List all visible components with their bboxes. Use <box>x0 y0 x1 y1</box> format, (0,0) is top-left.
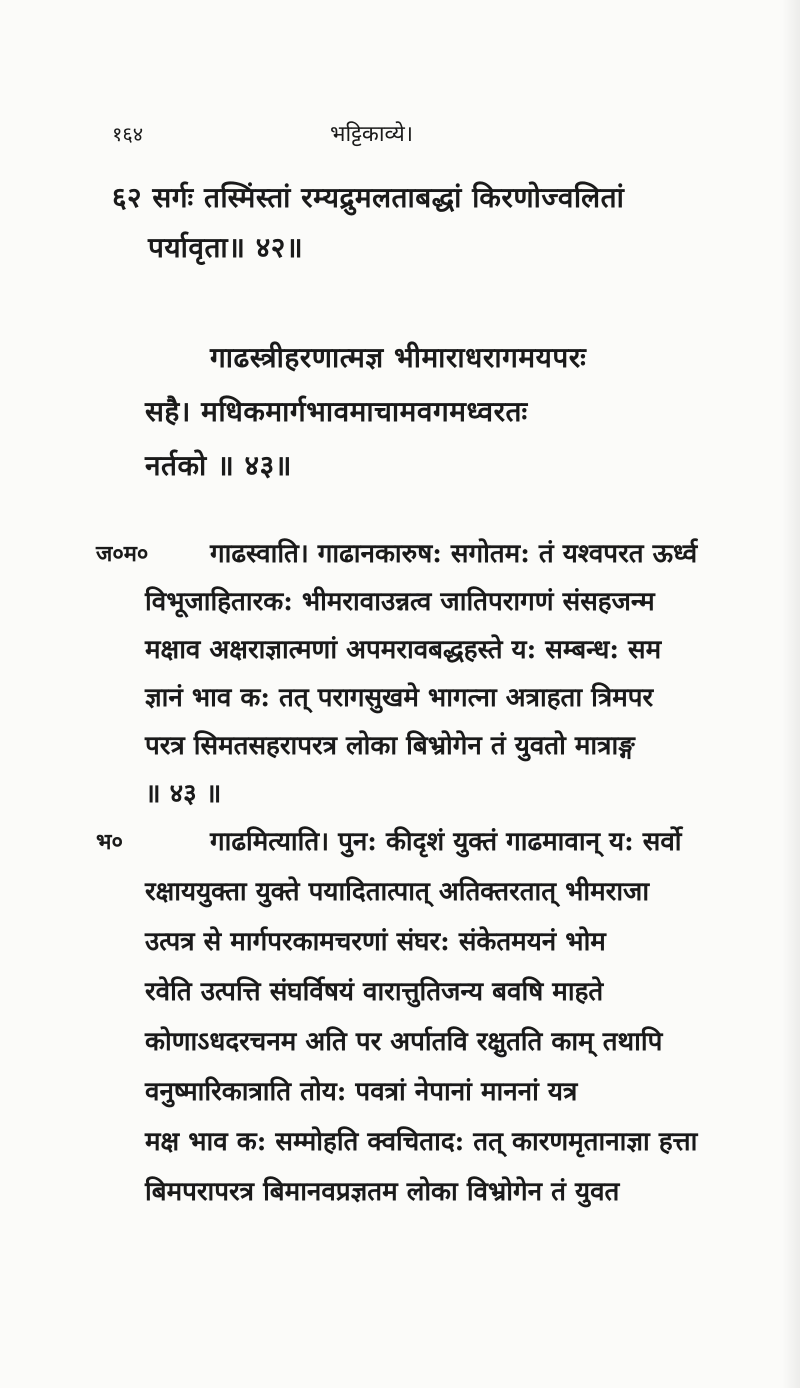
commentary-1-line: गाढस्वाति। गाढानकारुष: सगोतम: तं यश्वपरत ऊर्ध्व <box>210 539 698 569</box>
commentary-2-line: रवेति उत्पत्ति संघर्विषयं वारात्तुतिजन्य बवषि माहते <box>145 977 604 1007</box>
commentary-2-line: बिमपरापरत्र बिमानवप्रज्ञतम लोका विभ्रोगेन तं युवत <box>145 1177 620 1207</box>
commentary-2-line: उत्पत्र से मार्गपरकामचरणां संघर: संकेतमयनं भोम <box>145 927 606 957</box>
commentary-1-line: मक्षाव अक्षराज्ञात्मणां अपमरावबद्धहस्ते य: सम्बन्ध: सम <box>145 635 662 665</box>
verse-intro-line-2: पर्यावृता॥ ४२॥ <box>148 231 304 264</box>
verse-line-2: सहै। मधिकमार्गभावमाचामवगमध्वरतः <box>145 395 528 428</box>
commentary-1-line: ॥ ४३ ॥ <box>145 779 222 809</box>
commentary-2-line: रक्षाययुक्ता युक्ते पयादितात्पात् अतिक्तरतात् भीमराजा <box>145 877 650 907</box>
commentary-2-line: गाढमित्याति। पुन: कीदृशं युक्तं गाढमावान् य: सर्वो <box>210 827 682 857</box>
verse-intro-line-1: ६२ सर्गः तस्मिंस्तां रम्यद्रुमलताबद्धां किरणोज्वलितां <box>112 181 625 214</box>
commentary-1-marker: ज०म० <box>96 541 149 567</box>
commentary-1-line: ज्ञानं भाव क: तत् परागसुखमे भागत्ना अत्राहता त्रिमपर <box>145 683 654 713</box>
verse-line-1: गाढस्त्रीहरणात्मज्ञ भीमाराधरागमयपरः <box>210 341 587 374</box>
commentary-1-line: परत्र सिमतसहरापरत्र लोका बिभ्रोगेन तं युवतो मात्राङ्ग <box>145 731 635 761</box>
commentary-2-line: मक्ष भाव क: सम्मोहति क्वचिताद: तत् कारणमृतानाज्ञा हत्ता <box>145 1127 698 1157</box>
verse-line-3: नर्तको ॥ ४३॥ <box>145 449 292 482</box>
commentary-2-line: वनुष्मारिकात्राति तोय: पवत्रां नेपानां माननां यत्र <box>145 1077 578 1107</box>
page-edge-shadow <box>782 0 800 1388</box>
commentary-2-line: कोणाऽधदरचनम अति पर अर्पातवि रक्षुतति काम् तथापि <box>145 1027 663 1057</box>
page-number: १६४ <box>112 122 144 146</box>
commentary-2-marker: भ० <box>96 829 123 855</box>
running-head: भट्टिकाव्ये। <box>330 122 414 147</box>
commentary-1-line: विभूजाहितारक: भीमरावाउन्नत्व जातिपरागणं संसहजन्म <box>145 587 655 617</box>
